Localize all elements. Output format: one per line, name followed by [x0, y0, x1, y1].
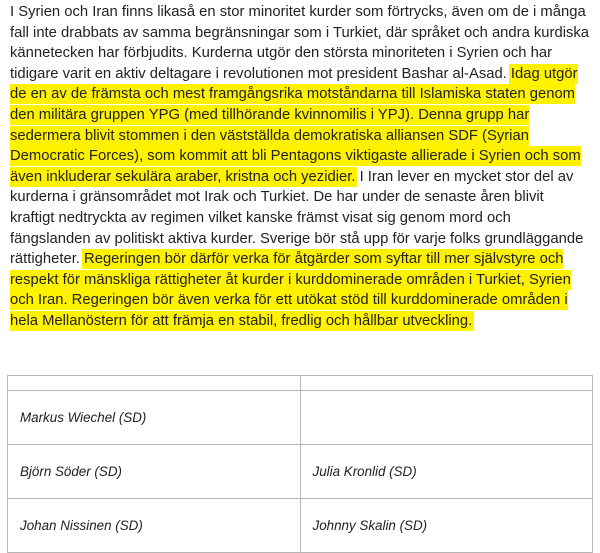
highlighted-text-1: Idag utgör de en av de främsta och mest framgångsrika motståndarna till Islamiska staten genom den militära gruppen YPG (med tillhörande kvinnomilis i YPJ). Denna grupp har sedermera blivit stommen i den västställda demokratiska alliansen SDF (Syrian Democratic Forces), som kommit att bli Pentagons viktigaste allierade i Syrien och som även inkluderar sekulära araber, kristna och yezidier.: [10, 65, 581, 185]
signature-name: Johnny Skalin (SD): [300, 499, 593, 553]
paragraph-text-2: I Iran lever en mycket stor del av kurderna i gränsområdet mot Irak och Turkiet. De har under de senaste åren blivit kraftigt nedtryckta av regimen vilket kanske främst visat sig genom mord och fängslanden av politiskt aktiva kurder. Sverige bör stå upp för varje folks grundläggande rättigheter.: [10, 168, 584, 268]
signature-name: Markus Wiechel (SD): [8, 391, 301, 445]
signature-name: [300, 391, 593, 445]
header-cell: [8, 376, 301, 391]
signature-row: [8, 445, 593, 499]
signature-name: Johan Nissinen (SD): [8, 499, 301, 553]
motion-paragraph: [10, 2, 590, 332]
signature-table-header-row: [8, 376, 593, 391]
header-cell: [300, 376, 593, 391]
paragraph-text-1: I Syrien och Iran finns likaså en stor minoritet kurder som förtrycks, även om de i många fall inte drabbats av samma begränsningar som i Turkiet, där språket och andra kurdiska kännetecken har förbjudits. Kurderna utgör den största minoriteten i Syrien och har tidigare varit en aktiv deltagare i revolutionen mot president Bashar al-Asad.: [10, 4, 590, 82]
signature-table: [7, 375, 593, 553]
signature-name: Julia Kronlid (SD): [300, 445, 593, 499]
signature-row: [8, 391, 593, 445]
signature-row: [8, 499, 593, 553]
signature-name: Björn Söder (SD): [8, 445, 301, 499]
highlighted-text-2: Regeringen bör därför verka för åtgärder som syftar till mer självstyre och respekt för mänskliga rättigheter åt kurder i kurddominerade områden i Turkiet, Syrien och Iran. Regeringen bör även verka för ett utökat stöd till kurddominerade områden i hela Mellanöstern för att främja en stabil, fredlig och hållbar utveckling.: [10, 251, 571, 329]
